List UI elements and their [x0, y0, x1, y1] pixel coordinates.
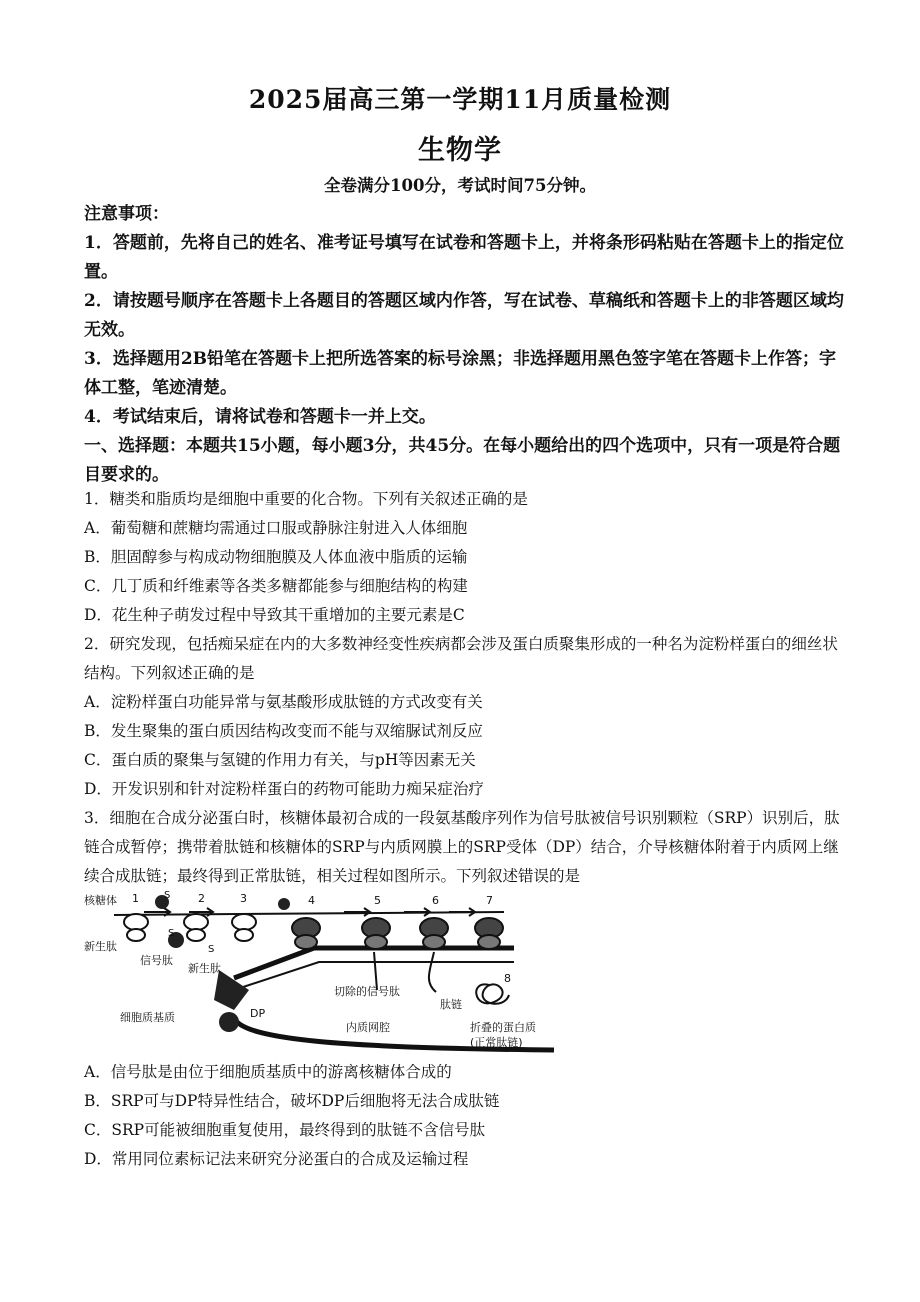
question-option: B．胆固醇参与构成动物细胞膜及人体血液中脂质的运输 [84, 548, 468, 566]
note-item: 1．答题前，先将自己的姓名、准考证号填写在试卷和答题卡上，并将条形码粘贴在答题卡上的指定位置。 [84, 233, 844, 282]
questions-part-2 [84, 1058, 844, 1174]
label-dp: DP [250, 1007, 266, 1020]
question-stem: 2．研究发现，包括痴呆症在内的大多数神经变性疾病都会涉及蛋白质聚集形成的一种名为淀粉样蛋白的细丝状结构。下列叙述正确的是 [84, 635, 838, 682]
peptide-chain-icon [429, 952, 436, 992]
question-stem: 1．糖类和脂质均是细胞中重要的化合物。下列有关叙述正确的是 [84, 490, 528, 508]
label-nascent-peptide: 新生肽 [84, 940, 117, 953]
step-number: 7 [486, 894, 493, 907]
question-option: C．几丁质和纤维素等各类多糖都能参与细胞结构的构建 [84, 577, 468, 595]
question-option: D．常用同位素标记法来研究分泌蛋白的合成及运输过程 [84, 1150, 469, 1168]
label-s: S [208, 944, 215, 955]
question-option: B．SRP可与DP特异性结合，破坏DP后细胞将无法合成肽链 [84, 1092, 500, 1110]
label-nascent-peptide-vertical: 新生肽 [188, 962, 221, 975]
note-item: 2．请按题号顺序在答题卡上各题目的答题区域内作答，写在试卷、草稿纸和答题卡上的非答题区域均无效。 [84, 291, 844, 340]
folded-protein-icon [476, 984, 509, 1003]
question-option: A．淀粉样蛋白功能异常与氨基酸形成肽链的方式改变有关 [84, 693, 483, 711]
ribosome-icon [475, 918, 503, 949]
step-number: 8 [504, 972, 511, 985]
label-signal-peptide: 信号肽 [140, 954, 173, 967]
ribosome-icon [124, 914, 148, 941]
step-number: 2 [198, 892, 205, 905]
label-peptide-chain: 肽链 [440, 998, 462, 1011]
question-option: C．蛋白质的聚集与氢键的作用力有关，与pH等因素无关 [84, 751, 476, 769]
ribosome-icon [420, 918, 448, 949]
label-er-lumen: 内质网腔 [346, 1021, 390, 1034]
label-s: S [168, 928, 175, 939]
question-stem: 3．细胞在合成分泌蛋白时，核糖体最初合成的一段氨基酸序列作为信号肽被信号识别颗粒（SRP）识别后，肽链合成暂停；携带着肽链和核糖体的SRP与内质网膜上的SRP受体（DP）结合，介导核糖体附着于内质网上继续合成肽链；最终得到正常肽链，相关过程如图所示。下列叙述错误的是 [84, 809, 840, 885]
step-number: 3 [240, 892, 247, 905]
note-item: 4．考试结束后，请将试卷和答题卡一并上交。 [84, 407, 436, 427]
section-heading: 一、选择题：本题共15小题，每小题3分，共45分。在每小题给出的四个选项中，只有一项是符合题目要求的。 [84, 436, 841, 485]
label-cut-signal: 切除的信号肽 [334, 985, 400, 998]
notes-heading: 注意事项： [84, 204, 169, 224]
question-option: D．花生种子萌发过程中导致其干重增加的主要元素是C [84, 606, 465, 624]
notes-section [84, 200, 844, 490]
question-option: C．SRP可能被细胞重复使用，最终得到的肽链不含信号肽 [84, 1121, 486, 1139]
ribosome-icon [184, 914, 208, 941]
arrow-icon [404, 908, 430, 916]
step-number: 4 [308, 894, 315, 907]
question-option: B．发生聚集的蛋白质因结构改变而不能与双缩脲试剂反应 [84, 722, 483, 740]
label-cytosol: 细胞质基质 [120, 1011, 175, 1024]
label-s: S [164, 890, 171, 901]
note-item: 3．选择题用2B铅笔在答题卡上把所选答案的标号涂黑；非选择题用黑色签字笔在答题卡上作答；字体工整，笔迹清楚。 [84, 349, 837, 398]
label-ribosome: 核糖体 [84, 894, 117, 907]
ribosome-icon [362, 918, 390, 949]
mrna-strand [114, 912, 504, 915]
question-option: A．信号肽是由位于细胞质基质中的游离核糖体合成的 [84, 1063, 452, 1081]
question-option: A．葡萄糖和蔗糖均需通过口服或静脉注射进入人体细胞 [84, 519, 468, 537]
srp-translation-diagram [84, 890, 570, 1055]
exam-title: 2025届高三第一学期11月质量检测 [248, 85, 672, 114]
subject-title: 生物学 [418, 135, 502, 166]
questions-part-1 [84, 485, 844, 891]
ribosome-icon [232, 914, 256, 941]
arrow-icon [449, 908, 475, 916]
label-normal-chain: (正常肽链) [470, 1036, 523, 1049]
question-option: D．开发识别和针对淀粉样蛋白的药物可能助力痴呆症治疗 [84, 780, 484, 798]
dp-icon [219, 1012, 239, 1032]
label-folded-protein: 折叠的蛋白质 [470, 1021, 536, 1034]
step-number: 5 [374, 894, 381, 907]
step-number: 6 [432, 894, 439, 907]
srp-icon [278, 898, 290, 910]
ribosome-icon [292, 918, 320, 949]
arrow-icon [344, 908, 370, 916]
score-info: 全卷满分100分，考试时间75分钟。 [324, 176, 596, 195]
step-number: 1 [132, 892, 139, 905]
